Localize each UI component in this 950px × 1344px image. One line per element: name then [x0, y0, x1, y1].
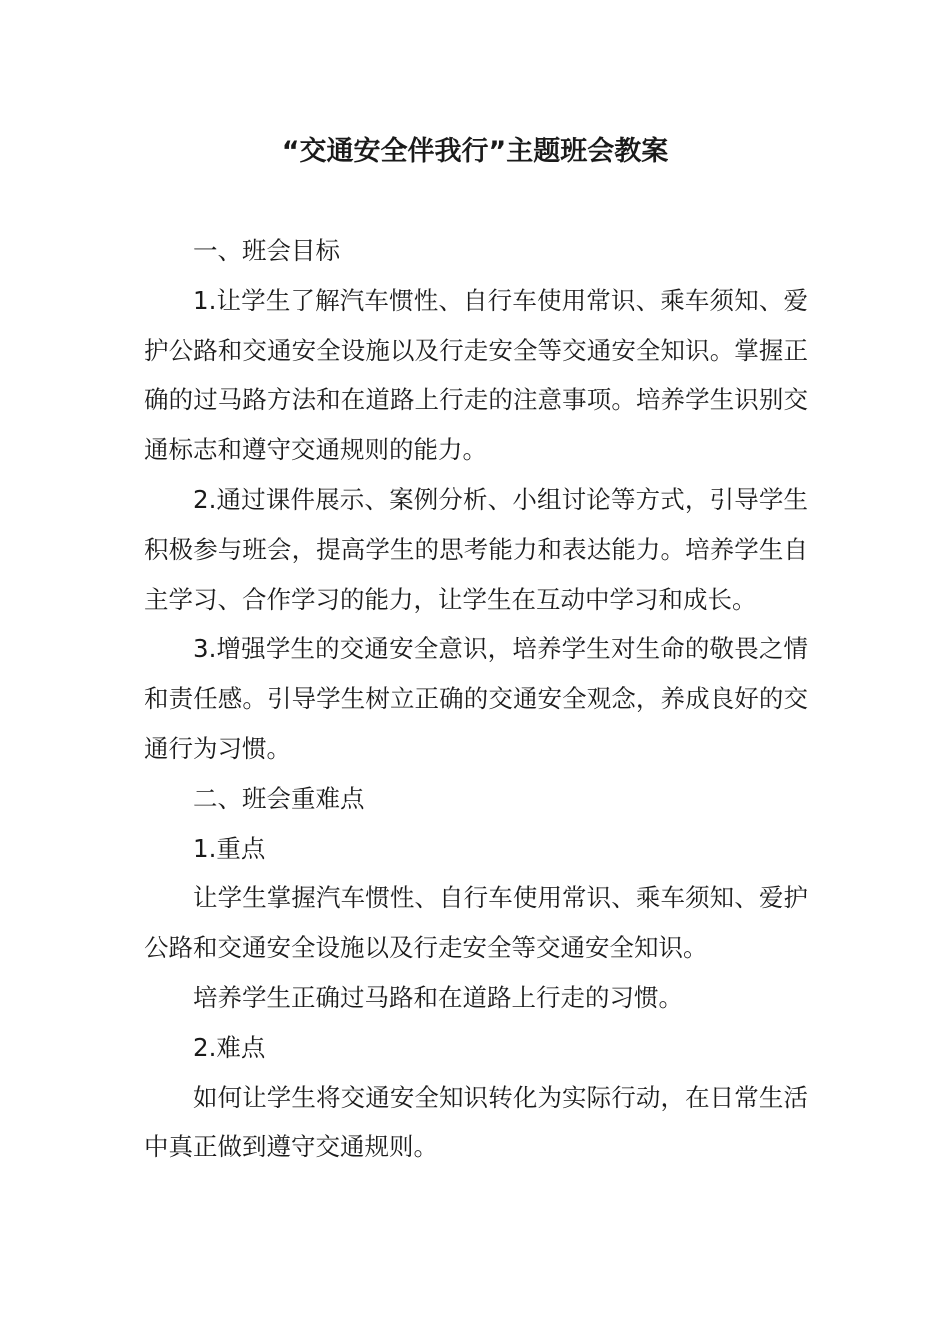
document-title: “交通安全伴我行”主题班会教案 [281, 136, 669, 167]
paragraph-key-point-1: 让学生掌握汽车惯性、自行车使用常识、乘车须知、爱护公路和交通安全设施以及行走安全等交通安全知识。 [144, 883, 808, 963]
paragraph-goal-2: 2.通过课件展示、案例分析、小组讨论等方式，引导学生积极参与班会，提高学生的思考能力和表达能力。培养学生自主学习、合作学习的能力，让学生在互动中学习和成长。 [144, 484, 808, 614]
section-heading-goals: 一、班会目标 [193, 236, 340, 265]
subheading-difficulty: 2.难点 [193, 1032, 266, 1062]
paragraph-difficulty: 如何让学生将交通安全知识转化为实际行动，在日常生活中真正做到遵守交通规则。 [144, 1082, 808, 1162]
paragraph-goal-3: 3.增强学生的交通安全意识，培养学生对生命的敬畏之情和责任感。引导学生树立正确的交通安全观念，养成良好的交通行为习惯。 [144, 634, 808, 763]
document-body [144, 226, 808, 1172]
paragraph-goal-1: 1.让学生了解汽车惯性、自行车使用常识、乘车须知、爱护公路和交通安全设施以及行走安全等交通安全知识。掌握正确的过马路方法和在道路上行走的注意事项。培养学生识别交通标志和遵守交通规则的能力。 [144, 285, 808, 465]
section-heading-key-points: 二、班会重难点 [193, 783, 365, 813]
paragraph-key-point-2: 培养学生正确过马路和在道路上行走的习惯。 [193, 982, 683, 1012]
subheading-key-point: 1.重点 [193, 833, 266, 863]
